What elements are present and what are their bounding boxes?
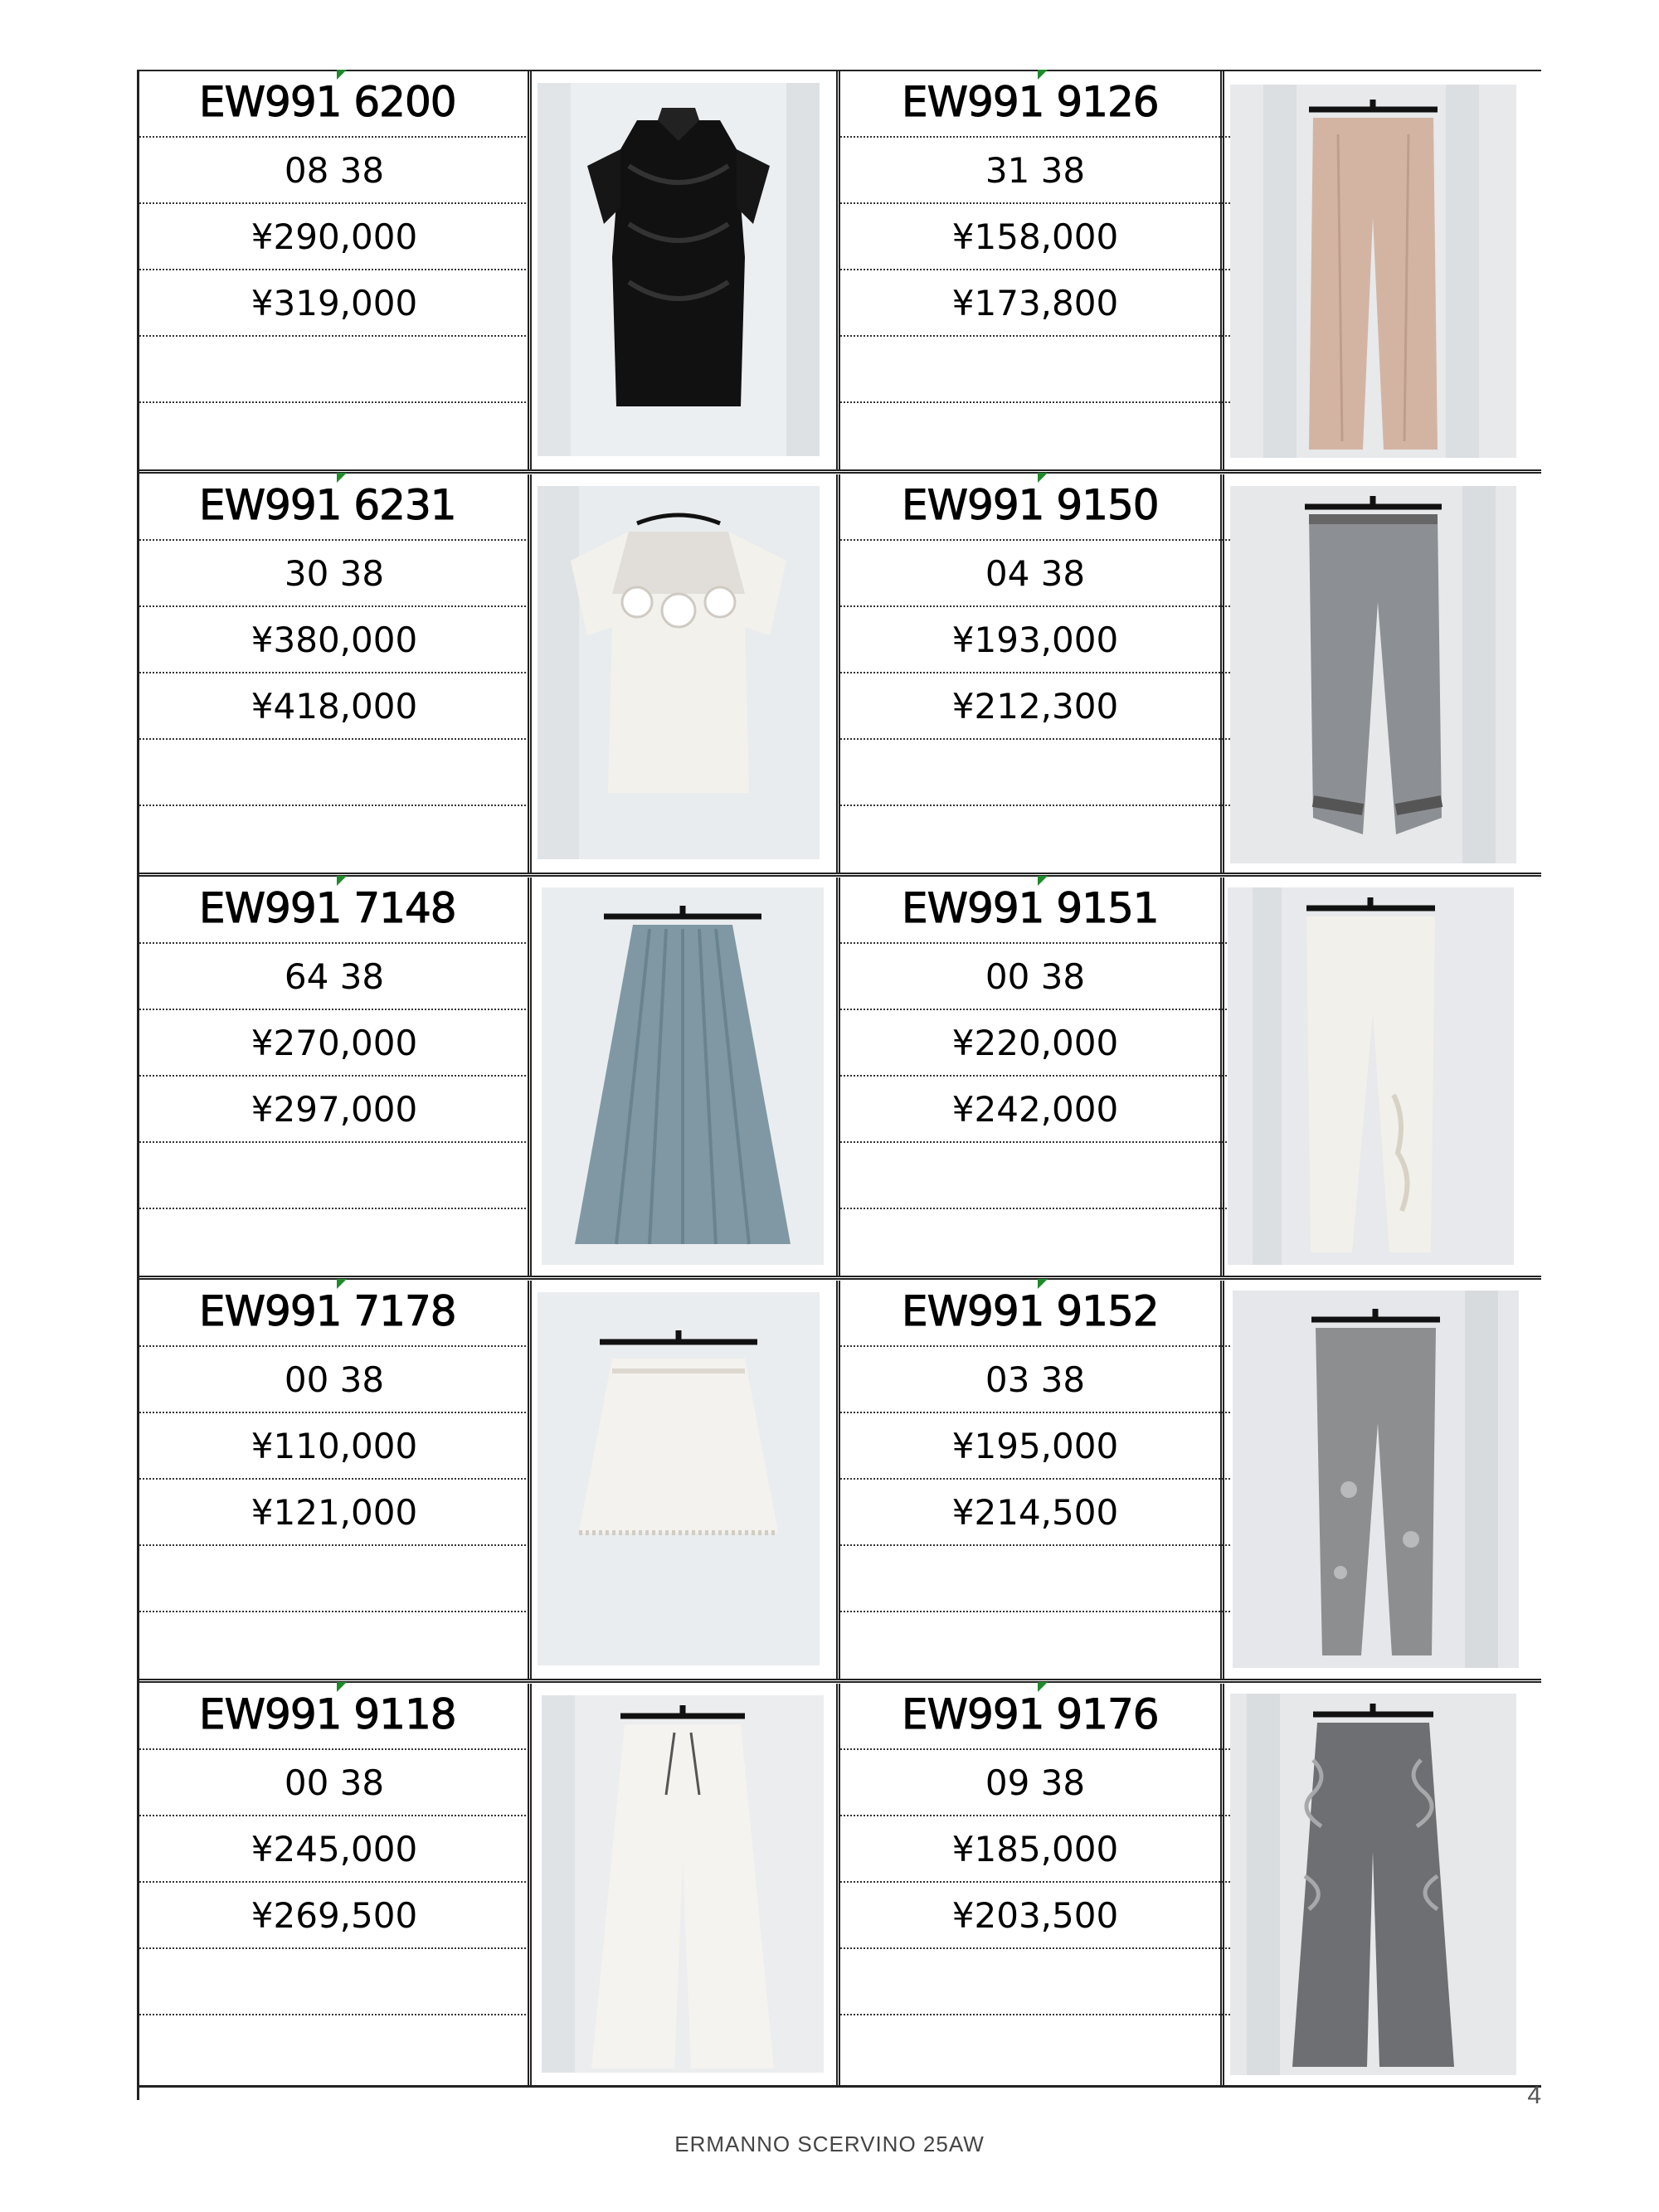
retail-price: ¥203,500 [840,1883,1230,1949]
page-number: 4 [1527,2082,1541,2109]
product-photo [1233,1291,1519,1668]
color-size: 00 38 [139,1750,529,1816]
wholesale-price: ¥270,000 [139,1010,529,1077]
product-sheet [137,70,1541,2100]
wholesale-price: ¥195,000 [840,1413,1230,1480]
product-block [139,1684,1541,2088]
wholesale-price: ¥193,000 [840,607,1230,673]
product-block [139,71,1541,474]
empty-row [139,1949,529,2015]
retail-price: ¥297,000 [139,1077,529,1143]
empty-row [840,1949,1230,2015]
product-code: EW991 9176 [840,1684,1230,1750]
product-block [139,878,1541,1280]
retail-price: ¥319,000 [139,270,529,337]
product-code: EW991 7178 [139,1281,529,1347]
product-photo [542,887,824,1265]
product-info [139,878,529,1276]
product-code: EW991 9152 [840,1281,1230,1347]
wholesale-price: ¥290,000 [139,204,529,270]
retail-price: ¥242,000 [840,1077,1230,1143]
wholesale-price: ¥380,000 [139,607,529,673]
product-code: EW991 9150 [840,474,1230,541]
color-size: 09 38 [840,1750,1230,1816]
color-size: 64 38 [139,944,529,1010]
product-photo [542,1695,824,2073]
product-photo [538,1292,820,1665]
retail-price: ¥269,500 [139,1883,529,1949]
product-code: EW991 9151 [840,878,1230,944]
retail-price: ¥214,500 [840,1480,1230,1546]
color-size: 03 38 [840,1347,1230,1413]
product-block [139,474,1541,877]
retail-price: ¥173,800 [840,270,1230,337]
color-size: 00 38 [840,944,1230,1010]
product-info [840,71,1230,469]
product-code: EW991 6200 [139,71,529,138]
empty-row [139,740,529,806]
product-code: EW991 6231 [139,474,529,541]
product-photo [1230,1694,1516,2075]
wholesale-price: ¥245,000 [139,1816,529,1883]
product-code: EW991 9118 [139,1684,529,1750]
product-info [139,1684,529,2085]
empty-row [840,1143,1230,1209]
product-info [840,1684,1230,2085]
empty-row [139,337,529,403]
retail-price: ¥121,000 [139,1480,529,1546]
product-block [139,1281,1541,1683]
product-info [840,878,1230,1276]
product-photo [538,83,820,456]
product-photo [538,486,820,859]
product-info [139,474,529,873]
color-size: 00 38 [139,1347,529,1413]
empty-row [139,1546,529,1612]
product-info [139,71,529,469]
wholesale-price: ¥158,000 [840,204,1230,270]
product-code: EW991 7148 [139,878,529,944]
footer-brand-text: ERMANNO SCERVINO 25AW [674,2132,985,2156]
retail-price: ¥418,000 [139,673,529,740]
color-size: 08 38 [139,138,529,204]
product-info [840,474,1230,873]
retail-price: ¥212,300 [840,673,1230,740]
wholesale-price: ¥220,000 [840,1010,1230,1077]
product-photo [1230,85,1516,458]
wholesale-price: ¥185,000 [840,1816,1230,1883]
color-size: 31 38 [840,138,1230,204]
color-size: 04 38 [840,541,1230,607]
product-photo [1230,486,1516,863]
empty-row [840,1546,1230,1612]
empty-row [840,337,1230,403]
product-info [139,1281,529,1679]
color-size: 30 38 [139,541,529,607]
product-code: EW991 9126 [840,71,1230,138]
empty-row [139,1143,529,1209]
product-photo [1228,887,1514,1265]
wholesale-price: ¥110,000 [139,1413,529,1480]
empty-row [840,740,1230,806]
product-info [840,1281,1230,1679]
